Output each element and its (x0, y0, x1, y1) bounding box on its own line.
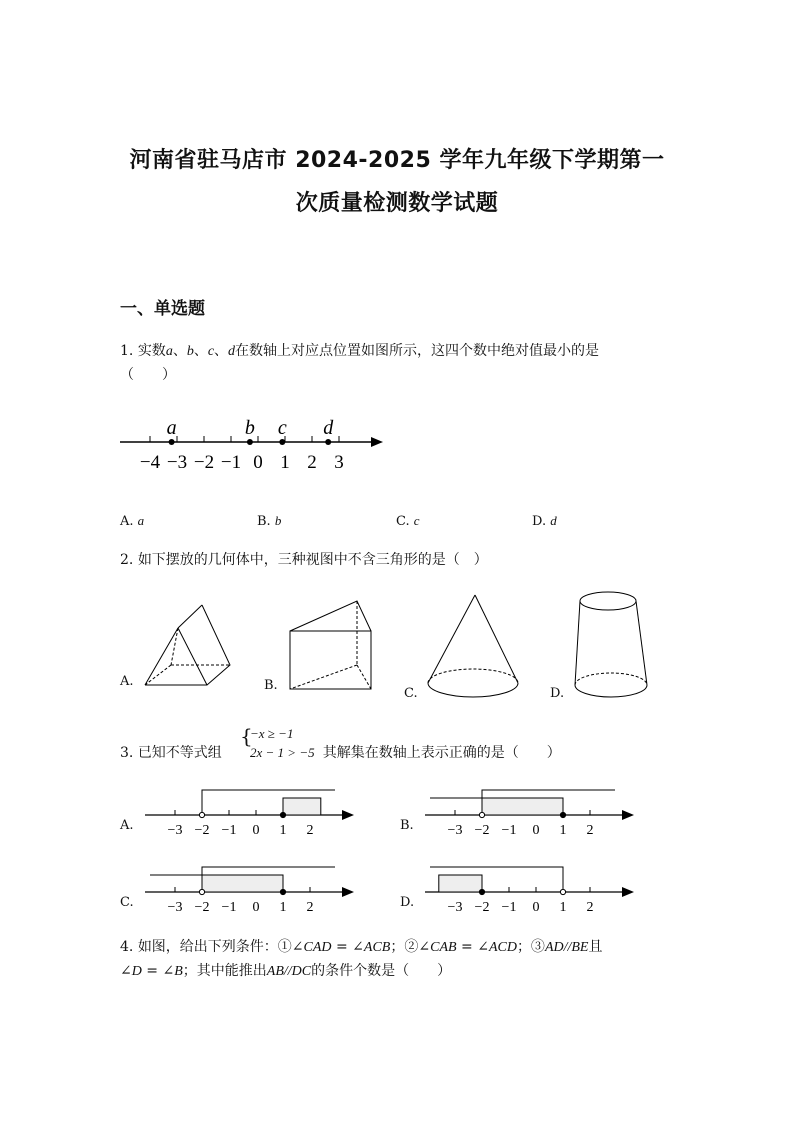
axis-label: 2 (306, 823, 314, 838)
q1-sep: 、 (214, 343, 229, 359)
q3-option-b[interactable]: B. (400, 818, 414, 833)
axis-label: 2 (586, 900, 594, 915)
q4-text: 的条件个数是（ ） (311, 963, 452, 979)
q3-option-c[interactable]: C. (120, 895, 134, 910)
axis-label: −1 (501, 823, 517, 838)
axis-label: 0 (252, 823, 260, 838)
solution-shade (439, 875, 482, 892)
axis-label: −3 (167, 823, 183, 838)
point-dot (247, 439, 253, 445)
q1-paren: （ ） (120, 367, 176, 383)
solution-shade (482, 798, 563, 815)
q3-option-d-line[interactable] (420, 857, 640, 917)
q4-angle: B (174, 964, 183, 979)
q1-option-b[interactable]: B. b (257, 513, 282, 529)
q3-pre: 已知不等式组 (137, 745, 222, 761)
q2-option-c[interactable]: C. (404, 686, 418, 701)
axis-label: 2 (306, 900, 314, 915)
endpoint-dot (280, 889, 285, 894)
axis-arrow-icon (342, 810, 354, 820)
point-dot (169, 439, 175, 445)
axis-label: 3 (334, 452, 344, 473)
q4-parallel: AD//BE (544, 940, 589, 955)
q3-inequality-2: 2x − 1 > −5 (250, 745, 315, 760)
q1-pre: 实数 (137, 343, 166, 359)
axis-label: 1 (280, 452, 290, 473)
question-2 (120, 549, 488, 571)
prism-b-figure (290, 601, 371, 689)
q1-sep: 、 (172, 343, 187, 359)
q3-number: 3. (120, 745, 134, 761)
axis-label: −2 (193, 452, 215, 473)
q4-eq: = ∠ (331, 939, 364, 955)
point-label: b (244, 417, 255, 439)
page-title-line1: 河南省驻马店市 2024-2025 学年九年级下学期第一 (129, 148, 665, 173)
point-dot (279, 439, 285, 445)
axis-label: −3 (166, 452, 188, 473)
axis-label: −2 (194, 823, 210, 838)
axis-label: 2 (586, 823, 594, 838)
endpoint-dot (199, 812, 204, 817)
point-label: a (166, 417, 177, 439)
q4-angle: D (131, 964, 142, 979)
cone-figure (428, 595, 518, 697)
axis-label: −2 (474, 900, 490, 915)
q1-option-a[interactable]: A. a (120, 513, 145, 529)
q1-option-c[interactable]: C. c (396, 513, 420, 529)
q4-text: 且 (588, 939, 603, 955)
axis-arrow-icon (622, 810, 634, 820)
q2-option-a[interactable]: A. (120, 674, 134, 689)
q4-number: 4. (120, 939, 134, 955)
axis-label: 2 (307, 452, 317, 473)
axis-label: −3 (447, 900, 463, 915)
q1-var-a: a (165, 344, 173, 359)
brace-icon: { (240, 724, 253, 748)
question-3 (120, 742, 561, 764)
solution-shade (283, 798, 321, 815)
axis-label: −3 (167, 900, 183, 915)
q4-parallel: AB//DC (266, 964, 312, 979)
axis-arrow-icon (342, 887, 354, 897)
q1-var-c: c (207, 344, 215, 359)
q4-text: ；其中能推出 (182, 963, 267, 979)
q4-angle: ACB (363, 940, 391, 955)
q2-number: 2. (120, 552, 134, 568)
q3-option-a-line[interactable] (140, 780, 360, 840)
axis-label: −3 (447, 823, 463, 838)
axis-label: −4 (139, 452, 161, 473)
q1-var-d: d (228, 344, 236, 359)
q4-angle: CAD (303, 940, 332, 955)
q3-post: 其解集在数轴上表示正确的是（ ） (322, 745, 561, 761)
q1-number: 1. (120, 343, 134, 359)
question-1 (120, 340, 599, 363)
q2-figures (115, 585, 675, 705)
endpoint-dot (199, 889, 204, 894)
axis-label: 0 (532, 823, 540, 838)
axis-label: −2 (474, 823, 490, 838)
axis-label: −1 (221, 823, 237, 838)
page-title-line2: 次质量检测数学试题 (295, 191, 499, 216)
axis-label: 1 (559, 900, 567, 915)
endpoint-dot (560, 812, 565, 817)
endpoint-dot (479, 812, 484, 817)
q4-eq: = ∠ (141, 963, 175, 979)
axis-label: −1 (501, 900, 517, 915)
q4-angle: ACD (488, 940, 517, 955)
q4-angle: CAB (430, 940, 457, 955)
q4-eq: = ∠ (456, 939, 489, 955)
q3-option-c-line[interactable] (140, 857, 360, 917)
q2-text: 如下摆放的几何体中，三种视图中不含三角形的是（ ） (137, 552, 488, 568)
axis-label: 0 (532, 900, 540, 915)
q2-option-d[interactable]: D. (550, 686, 565, 701)
axis-label: −2 (194, 900, 210, 915)
endpoint-dot (280, 812, 285, 817)
solution-shade (202, 875, 283, 892)
q2-option-b[interactable]: B. (264, 678, 278, 693)
q1-var-b: b (186, 344, 194, 359)
q3-inequality-1: −x ≥ −1 (250, 726, 294, 741)
q1-post: 在数轴上对应点位置如图所示，这四个数中绝对值最小的是 (235, 343, 600, 359)
q3-option-a[interactable]: A. (120, 818, 134, 833)
q1-option-d[interactable]: D. d (532, 513, 557, 529)
q3-option-d[interactable]: D. (400, 895, 415, 910)
point-label: c (277, 417, 287, 439)
axis-label: 1 (279, 900, 287, 915)
axis-arrow-icon (371, 437, 383, 447)
q4-text: 如图，给出下列条件：①∠ (137, 939, 304, 955)
axis-label: 1 (559, 823, 567, 838)
prism-a-figure (145, 605, 230, 685)
section-heading: 一、单选题 (120, 299, 205, 319)
q4-text: ∠ (120, 963, 132, 979)
endpoint-dot (560, 889, 565, 894)
axis-arrow-icon (622, 887, 634, 897)
q4-text: ；②∠ (390, 939, 431, 955)
axis-label: 0 (253, 452, 263, 473)
question-4-line2 (120, 960, 451, 983)
axis-label: 0 (252, 900, 260, 915)
axis-label: −1 (220, 452, 242, 473)
question-4-line1 (120, 936, 602, 959)
q1-number-line (115, 410, 395, 480)
frustum-figure (575, 592, 647, 697)
endpoint-dot (479, 889, 484, 894)
q1-sep: 、 (193, 343, 208, 359)
axis-label: −1 (221, 900, 237, 915)
point-label: d (323, 417, 334, 439)
q4-text: ；③ (516, 939, 545, 955)
q3-option-b-line[interactable] (420, 780, 640, 840)
axis-label: 1 (279, 823, 287, 838)
point-dot (325, 439, 331, 445)
